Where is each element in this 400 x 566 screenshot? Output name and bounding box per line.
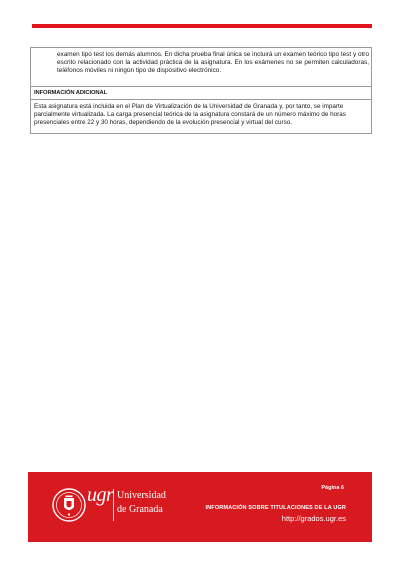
evaluation-text: examen tipo test los demás alumnos. En dicha prueba final única se incluirá un examen teórico tipo test y otro escrito relacionado con la actividad práctica de la asignatura. En los exámenes no se permiten calculadoras, teléfonos móviles ni ningún tipo de dispositivo electrónico. (57, 51, 369, 74)
section-header: INFORMACIÓN ADICIONAL (31, 87, 371, 100)
university-seal-icon (52, 488, 86, 522)
university-name-line1: Universidad (117, 490, 166, 501)
additional-info-box (30, 87, 372, 134)
additional-info-text: Esta asignatura está incluida en el Plan de Virtualización de la Universidad de Granada y, por tanto, se imparte parcialmente virtualizada. La carga presencial teórica de la asignatura constará de un número máximo de horas presenciales entre 22 y 30 horas, dependiendo de la evolución presencial y virtual del curso. (34, 103, 346, 127)
evaluation-continuation-box (30, 47, 372, 87)
page-footer (28, 472, 372, 542)
logo-divider (113, 489, 114, 521)
header-rule (32, 24, 372, 28)
ugr-logo: ugr (87, 484, 114, 506)
info-title: INFORMACIÓN SOBRE TITULACIONES DE LA UGR (205, 505, 346, 511)
grados-link[interactable]: http://grados.ugr.es (281, 514, 346, 523)
page-number: Página 6 (321, 485, 344, 491)
university-name-line2: de Granada (117, 504, 163, 515)
